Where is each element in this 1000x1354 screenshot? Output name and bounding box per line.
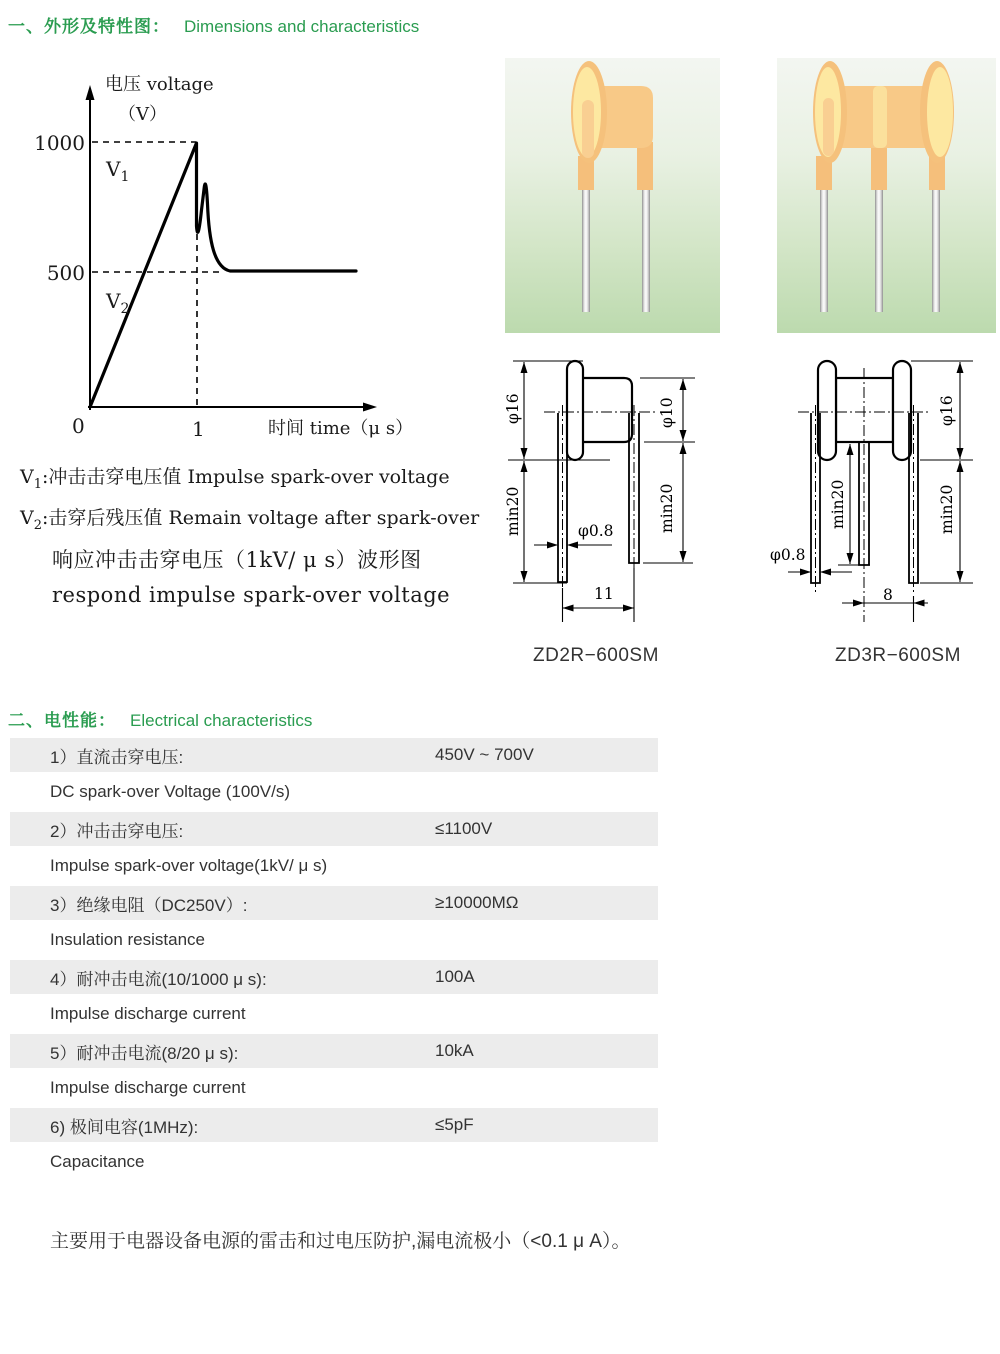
waveform-descriptions	[20, 462, 500, 616]
photo-panel-zd3r	[777, 58, 996, 333]
electrical-characteristics-table	[10, 738, 658, 1182]
table-row	[10, 1108, 658, 1182]
row-value: ≥10000MΩ	[435, 893, 519, 912]
dim-lead-diameter: φ0.8	[578, 522, 614, 540]
row-label-cn: 1）直流击穿电压:	[50, 747, 184, 767]
table-row	[10, 812, 658, 886]
row-value: ≤1100V	[435, 819, 493, 838]
tick-500: 500	[46, 261, 85, 285]
model-label-zd3r: ZD3R−600SM	[835, 645, 961, 666]
dim-lead-diameter: φ0.8	[770, 546, 806, 564]
gdt-2pole-illustration	[505, 58, 720, 333]
row-label-cn: 6) 极间电容(1MHz):	[50, 1117, 199, 1137]
tick-1: 1	[192, 417, 205, 441]
x-axis-arrow-icon	[363, 403, 377, 412]
section1-title-en: Dimensions and characteristics	[184, 17, 420, 36]
row-label-cn: 5）耐冲击电流(8/20 μ s):	[50, 1043, 239, 1063]
lead-wire	[642, 188, 650, 312]
body-outline	[583, 378, 632, 442]
row-label-en: Insulation resistance	[50, 930, 205, 949]
lead-wire	[932, 188, 940, 312]
waveform-caption-cn: 响应冲击击穿电压（1kV/ μ s）波形图	[52, 547, 422, 572]
x-axis-label: 时间 time（μ s）	[268, 418, 414, 439]
dim-lead-length-right: min20	[658, 483, 676, 533]
lead-wire	[820, 188, 828, 312]
dim-lead-length-right: min20	[938, 484, 956, 534]
v1-label: $V_1$	[106, 157, 130, 185]
row-label-cn: 4）耐冲击电流(10/1000 μ s):	[50, 969, 267, 989]
row-value: 100A	[435, 967, 475, 986]
tick-1000: 1000	[34, 131, 85, 155]
tick-0: 0	[72, 414, 85, 438]
table-row	[10, 960, 658, 1034]
end-cap-face	[927, 67, 953, 157]
row-label-cn: 3）绝缘电阻（DC250V）:	[50, 895, 248, 915]
v2-description: $V_2$:击穿后残压值 Remain voltage after spark-over	[20, 506, 480, 533]
model-label-zd2r: ZD2R−600SM	[533, 645, 659, 666]
section2-title-en: Electrical characteristics	[130, 711, 313, 730]
row-label-en: Impulse discharge current	[50, 1004, 246, 1023]
v1-description: $V_1$:冲击击穿电压值 Impulse spark-over voltage	[20, 466, 450, 492]
row-label-cn: 2）冲击击穿电压:	[50, 821, 184, 841]
dim-lead-length-left: min20	[504, 486, 522, 536]
y-axis-unit: （V）	[118, 104, 167, 125]
dim-body-diameter: φ16	[504, 393, 522, 424]
row-label-en: Capacitance	[50, 1152, 145, 1171]
dimension-drawing-zd3r	[770, 350, 1000, 640]
dim-body-diameter: φ16	[938, 395, 956, 426]
lead-stub	[637, 142, 653, 190]
cap-highlight	[823, 98, 834, 156]
dim-lead-pitch: 11	[594, 585, 614, 603]
center-electrode-band	[873, 86, 887, 148]
row-value: 450V ~ 700V	[435, 745, 534, 764]
row-label-en: Impulse spark-over voltage(1kV/ μ s)	[50, 856, 328, 875]
cap-highlight	[582, 100, 594, 158]
row-label-en: DC spark-over Voltage (100V/s)	[50, 782, 290, 801]
photo-panel-zd2r	[505, 58, 720, 333]
row-label-en: Impulse discharge current	[50, 1078, 246, 1097]
waveform-caption-en: respond impulse spark-over voltage	[52, 582, 451, 607]
application-note: 主要用于电器设备电源的雷击和过电压防护,漏电流极小（<0.1 μ A）。	[50, 1231, 631, 1252]
table-row	[10, 886, 658, 960]
cap-outline	[567, 361, 583, 460]
gdt-3pole-illustration	[777, 58, 996, 333]
lead-stub	[871, 144, 887, 190]
dim-lead-length-center: min20	[829, 479, 847, 529]
section1-heading	[8, 12, 419, 37]
section2-heading	[8, 706, 312, 731]
dim-lead-pitch: 8	[883, 586, 893, 604]
dim-inner-diameter: φ10	[658, 397, 676, 428]
section2-title-cn: 二、电性能：	[8, 711, 116, 730]
section1-title-cn: 一、外形及特性图：	[8, 17, 170, 36]
y-axis-arrow-icon	[86, 85, 95, 100]
lead-wire	[875, 188, 883, 312]
row-value: 10kA	[435, 1041, 474, 1060]
v2-label: $V_2$	[106, 289, 130, 317]
y-axis-label: 电压 voltage	[105, 74, 214, 95]
table-row	[10, 738, 658, 812]
row-value: ≤5pF	[435, 1115, 474, 1134]
table-row	[10, 1034, 658, 1108]
lead-wire	[582, 188, 590, 312]
impulse-curve	[90, 143, 356, 407]
waveform-chart	[25, 60, 445, 455]
dimension-drawing-zd2r	[495, 350, 705, 640]
